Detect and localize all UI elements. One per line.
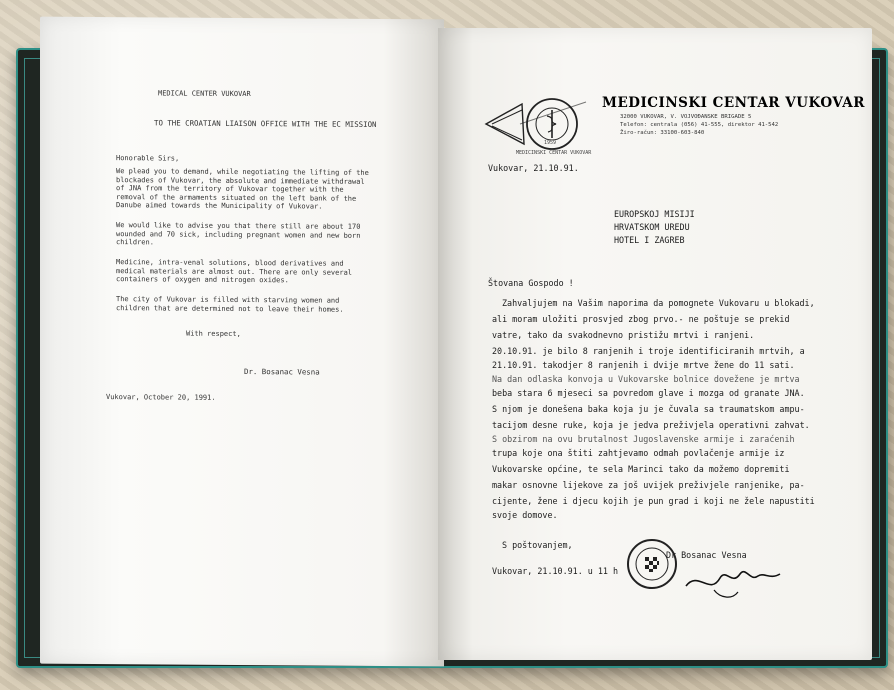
body-line1: Zahvaljujem na Vašim naporima da pomognete Vukovaru u blokadi, <box>502 298 815 308</box>
logo-ring-text: MEDICINSKI CENTAR VUKOVAR <box>516 150 592 156</box>
body-line5: 21.10.91. takodjer 8 ranjenih i dvije mrtve žene do 11 sati. <box>492 360 795 370</box>
left-closing: With respect, <box>186 329 241 338</box>
body-line8: S njom je donešena baka koja ju je čuvala sa traumatskom ampu- <box>492 404 805 414</box>
right-signer: Dr Bosanac Vesna <box>666 550 747 560</box>
body-line3: vatre, tako da svakodnevno pristižu mrtvi i ranjeni. <box>492 330 755 340</box>
left-recipient: TO THE CROATIAN LIAISON OFFICE WITH THE EC MISSION <box>154 118 377 129</box>
right-sign-line: Vukovar, 21.10.91. u 11 h <box>492 566 619 576</box>
left-header-org: MEDICAL CENTER VUKOVAR <box>158 89 251 99</box>
body-line9: tacijom desne ruke, koja je jedva preživjela operativni zahvat. <box>492 420 810 430</box>
left-para1-line1: We plead you to demand, while negotiating the lifting of the <box>116 167 369 177</box>
addressee-line2: HRVATSKOM UREDU <box>614 222 690 232</box>
body-line4: 20.10.91. je bilo 8 ranjenih i troje identificiranih mrtvih, a <box>492 346 805 356</box>
left-para4-line2: children that are determined not to leave their homes. <box>116 303 344 314</box>
left-para3-line1: Medicine, intra-venal solutions, blood derivatives and <box>116 258 344 268</box>
left-para2-line2: wounded and 70 sick, including pregnant women and new born <box>116 229 361 240</box>
body-line7: beba stara 6 mjeseci sa povredom glave i mozga od granate JNA. <box>492 388 805 398</box>
left-para3-line2: medical materials are almost out. There are only several <box>116 266 353 277</box>
letterhead-phone: Telefon: centrala (056) 41-555, direktor 41-542 <box>620 122 779 128</box>
body-line14: cijente, žene i djecu kojih je pun grad i koji ne žele napustiti <box>492 496 815 506</box>
body-line12: Vukovarske općine, te sela Marinci tako da možemo dopremiti <box>492 464 790 474</box>
handwritten-signature-icon <box>680 556 784 606</box>
hospital-logo-icon <box>484 96 596 152</box>
letterhead-title: MEDICINSKI CENTAR VUKOVAR <box>602 95 865 111</box>
left-para1-line2: blockades of Vukovar, the absolute and immediate withdrawal <box>116 175 365 186</box>
body-line15: svoje domove. <box>492 510 558 520</box>
addressee-line3: HOTEL I ZAGREB <box>614 235 685 245</box>
logo-year: 1959 <box>544 140 557 146</box>
body-line11: trupa koje ona štiti zahtjevamo odmah povlačenje armije iz <box>492 448 785 458</box>
left-page <box>40 17 444 667</box>
left-para4-line1: The city of Vukovar is filled with starving women and <box>116 295 340 305</box>
left-para1-line5: Danube aimed towards the Municipality of Vukovar. <box>116 201 323 211</box>
left-para1-line4: removal of the armaments situated on the left bank of the <box>116 192 357 203</box>
left-place-date: Vukovar, October 20, 1991. <box>106 393 216 402</box>
right-closing: S poštovanjem, <box>502 540 573 550</box>
addressee-line1: EUROPSKOJ MISIJI <box>614 209 695 219</box>
left-salutation: Honorable Sirs, <box>116 154 180 163</box>
body-line6: Na dan odlaska konvoja u Vukovarske bolnice dovežene je mrtva <box>492 374 800 384</box>
left-para2-line1: We would like to advise you that there still are about 170 <box>116 221 361 231</box>
left-para2-line3: children. <box>116 238 154 247</box>
right-date-line: Vukovar, 21.10.91. <box>488 163 579 173</box>
left-page-text <box>104 17 434 402</box>
right-salutation: Štovana Gospodo ! <box>488 278 574 288</box>
body-line2: ali moram uložiti prosvjed zbog prvo.- ne poštuje se prekid <box>492 314 790 324</box>
left-signature: Dr. Bosanac Vesna <box>244 367 320 377</box>
left-para3-line3: containers of oxygen and nitrogen oxides. <box>116 275 289 285</box>
body-line10: S obzirom na ovu brutalnost Jugoslavenske armije i zaraćenih <box>492 434 795 444</box>
letterhead-address: 32000 VUKOVAR, V. VOJVOĐANSKE BRIGADE 5 <box>620 114 752 120</box>
body-line13: makar osnovne lijekove za još uvijek preživjele ranjenike, pa- <box>492 480 805 490</box>
official-stamp-icon <box>626 538 678 590</box>
left-para1-line3: of JNA from the territory of Vukovar together with the <box>116 184 344 194</box>
letterhead-account: Žiro-račun: 33100-603-840 <box>620 130 705 136</box>
